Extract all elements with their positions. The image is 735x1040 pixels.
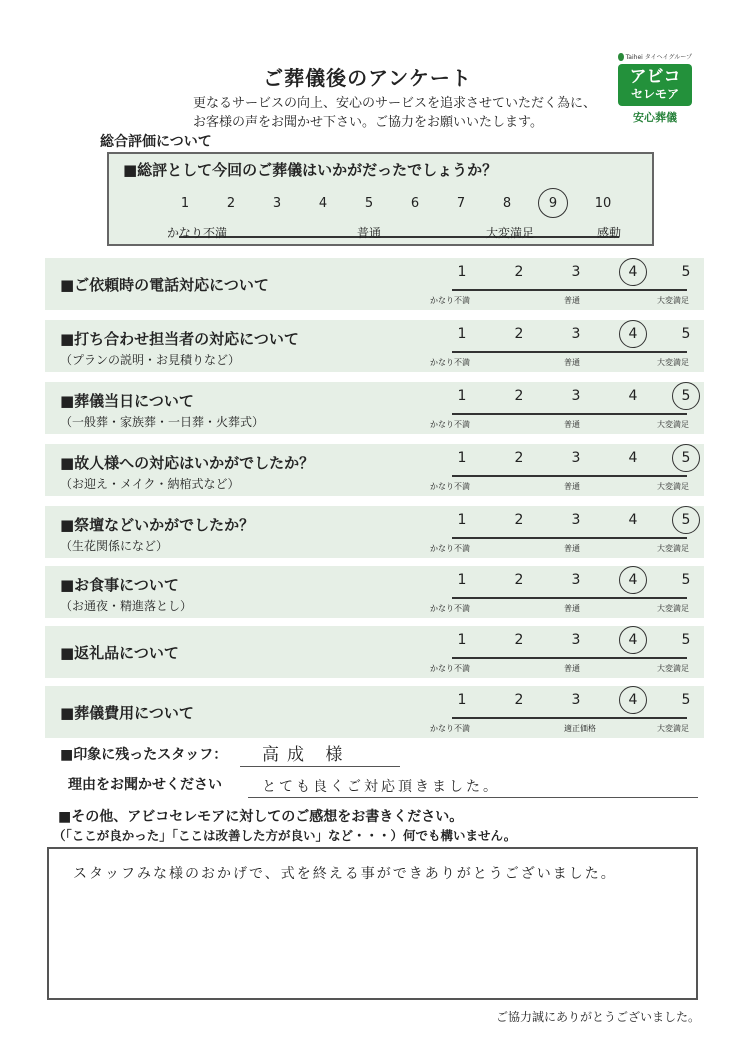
rating-question: ■打ち合わせ担当者の対応について: [60, 330, 299, 348]
rating-label-mid: 普通: [564, 482, 580, 491]
rating-label-mid: 普通: [564, 420, 580, 429]
brand-line-2: セレモア: [630, 87, 679, 101]
rating-scale-number[interactable]: 5: [681, 326, 691, 342]
rating-row: [45, 320, 704, 372]
rating-scale-number[interactable]: 5: [681, 388, 691, 404]
rating-scale-line: [452, 597, 687, 599]
group-logo-icon: [618, 53, 624, 61]
rating-scale-number[interactable]: 1: [457, 388, 467, 404]
rating-question: ■祭壇などいかがでしたか？: [60, 516, 255, 534]
rating-scale-number[interactable]: 3: [571, 326, 581, 342]
rating-label-low: かなり不満: [430, 544, 470, 553]
rating-subtext: （プランの説明・お見積りなど）: [60, 353, 241, 367]
intro-line-2: お客様の声をお聞かせ下さい。ご協力をお願いいたします。: [193, 115, 543, 130]
page-title: ご葬儀後のアンケート: [263, 66, 472, 90]
rating-scale-number[interactable]: 4: [628, 450, 638, 466]
rating-scale-number[interactable]: 2: [514, 450, 524, 466]
overall-scale-number[interactable]: 1: [180, 196, 190, 211]
rating-question: ■葬儀当日について: [60, 392, 194, 410]
selected-rating-circle: [619, 566, 647, 594]
rating-label-low: かなり不満: [430, 664, 470, 673]
brand-badge: [618, 64, 692, 106]
rating-label-low: かなり不満: [430, 604, 470, 613]
overall-scale-number[interactable]: 5: [364, 196, 374, 211]
rating-scale-number[interactable]: 2: [514, 326, 524, 342]
rating-scale-number[interactable]: 1: [457, 572, 467, 588]
rating-label-low: かなり不満: [430, 296, 470, 305]
group-label: [618, 52, 692, 61]
rating-scale-line: [452, 413, 687, 415]
rating-scale-number[interactable]: 1: [457, 512, 467, 528]
overall-label-high: 大変満足: [486, 226, 535, 240]
rating-row: [45, 686, 704, 738]
rating-scale-number[interactable]: 5: [681, 692, 691, 708]
rating-scale-number[interactable]: 2: [514, 264, 524, 280]
rating-scale-number[interactable]: 4: [628, 632, 638, 648]
rating-scale-line: [452, 537, 687, 539]
rating-row: [45, 626, 704, 678]
rating-scale-number[interactable]: 4: [628, 388, 638, 404]
rating-scale-number[interactable]: 4: [628, 326, 638, 342]
staff-underline: [240, 766, 400, 767]
rating-label-mid: 適正価格: [564, 724, 596, 733]
brand-subtitle: 安心葬儀: [633, 111, 677, 124]
rating-subtext: （生花関係になど）: [60, 539, 169, 553]
rating-scale-number[interactable]: 3: [571, 572, 581, 588]
rating-scale-number[interactable]: 2: [514, 572, 524, 588]
overall-scale-line: [179, 236, 619, 238]
selected-rating-circle: [619, 258, 647, 286]
intro-line-1: 更なるサービスの向上、安心のサービスを追求させていただく為に、: [193, 96, 597, 111]
selected-rating-circle: [619, 686, 647, 714]
rating-scale-number[interactable]: 4: [628, 512, 638, 528]
selected-rating-circle: [672, 444, 700, 472]
overall-scale-number[interactable]: 6: [410, 196, 420, 211]
selected-rating-circle: [672, 506, 700, 534]
rating-row: [45, 444, 704, 496]
rating-label-mid: 普通: [564, 358, 580, 367]
rating-label-high: 大変満足: [657, 420, 689, 429]
rating-label-high: 大変満足: [657, 664, 689, 673]
rating-scale-number[interactable]: 3: [571, 512, 581, 528]
reason-underline: [248, 797, 698, 798]
rating-row: [45, 382, 704, 434]
rating-label-low: かなり不満: [430, 724, 470, 733]
rating-label-mid: 普通: [564, 604, 580, 613]
rating-scale-number[interactable]: 3: [571, 264, 581, 280]
rating-row: [45, 506, 704, 558]
rating-question: ■故人様への対応はいかがでしたか？: [60, 454, 315, 472]
comment-box[interactable]: [47, 847, 698, 1000]
overall-scale-number[interactable]: 9: [548, 196, 558, 211]
rating-question: ■返礼品について: [60, 644, 179, 662]
rating-scale-number[interactable]: 4: [628, 692, 638, 708]
rating-scale-number[interactable]: 2: [514, 632, 524, 648]
footer-thanks: ご協力誠にありがとうございました。: [495, 1010, 700, 1024]
rating-scale-number[interactable]: 2: [514, 388, 524, 404]
rating-label-mid: 普通: [564, 664, 580, 673]
overall-scale-number[interactable]: 7: [456, 196, 466, 211]
rating-scale-line: [452, 289, 687, 291]
rating-scale-number[interactable]: 2: [514, 512, 524, 528]
rating-subtext: （一般葬・家族葬・一日葬・火葬式）: [60, 415, 265, 429]
overall-question: ■総評として今回のご葬儀はいかがだったでしょうか？: [123, 161, 498, 179]
brand-line-1: アビコ: [629, 67, 681, 87]
rating-label-low: かなり不満: [430, 482, 470, 491]
rating-label-mid: 普通: [564, 296, 580, 305]
rating-scale-number[interactable]: 1: [457, 692, 467, 708]
rating-label-mid: 普通: [564, 544, 580, 553]
rating-scale-number[interactable]: 5: [681, 450, 691, 466]
rating-scale-number[interactable]: 3: [571, 450, 581, 466]
rating-scale-number[interactable]: 5: [681, 572, 691, 588]
overall-scale-number[interactable]: 8: [502, 196, 512, 211]
rating-label-high: 大変満足: [657, 604, 689, 613]
group-name: Taihei タイヘイグループ: [625, 54, 692, 61]
rating-scale-number[interactable]: 5: [681, 632, 691, 648]
rating-scale-line: [452, 657, 687, 659]
rating-question: ■ご依頼時の電話対応について: [60, 276, 269, 294]
rating-scale-line: [452, 475, 687, 477]
company-logo: [618, 52, 692, 138]
rating-scale-number[interactable]: 1: [457, 632, 467, 648]
rating-label-high: 大変満足: [657, 358, 689, 367]
other-note: （「ここが良かった」「ここは改善した方が良い」など・・・）何でも構いません。: [53, 828, 517, 843]
overall-label-mid: 普通: [357, 226, 382, 240]
rating-subtext: （お迎え・メイク・納棺式など）: [60, 477, 240, 491]
rating-scale-line: [452, 717, 687, 719]
overall-rating-box: [107, 152, 654, 246]
rating-subtext: （お通夜・精進落とし）: [60, 599, 193, 613]
rating-scale-line: [452, 351, 687, 353]
rating-label-high: 大変満足: [657, 724, 689, 733]
rating-question: ■お食事について: [60, 576, 179, 594]
overall-scale-number[interactable]: 3: [272, 196, 282, 211]
rating-scale-number[interactable]: 2: [514, 692, 524, 708]
staff-name-field[interactable]: 高成 様: [262, 745, 351, 765]
selected-rating-circle: [619, 320, 647, 348]
rating-row: [45, 566, 704, 618]
staff-label: ■印象に残ったスタッフ：: [60, 747, 228, 763]
rating-label-high: 大変満足: [657, 296, 689, 305]
rating-scale-number[interactable]: 1: [457, 264, 467, 280]
overall-scale-number[interactable]: 10: [594, 196, 612, 211]
selected-rating-circle: [619, 626, 647, 654]
reason-field[interactable]: とても良くご対応頂きました。: [262, 779, 500, 795]
rating-scale-number[interactable]: 1: [457, 450, 467, 466]
rating-scale-number[interactable]: 3: [571, 632, 581, 648]
comment-text: スタッフみな様のおかげで、式を終える事ができありがとうございました。: [73, 866, 617, 882]
rating-scale-number[interactable]: 4: [628, 572, 638, 588]
overall-scale-number[interactable]: 4: [318, 196, 328, 211]
selected-rating-circle: [538, 188, 568, 218]
reason-label: 理由をお聞かせください: [68, 777, 222, 793]
rating-label-low: かなり不満: [430, 358, 470, 367]
rating-label-low: かなり不満: [430, 420, 470, 429]
rating-scale-number[interactable]: 1: [457, 326, 467, 342]
rating-scale-number[interactable]: 3: [571, 388, 581, 404]
rating-question: ■葬儀費用について: [60, 704, 194, 722]
rating-scale-number[interactable]: 5: [681, 512, 691, 528]
rating-row: [45, 258, 704, 310]
overall-scale-number[interactable]: 2: [226, 196, 236, 211]
selected-rating-circle: [672, 382, 700, 410]
other-question: ■その他、アビコセレモアに対してのご感想をお書きください。: [58, 809, 464, 825]
rating-label-high: 大変満足: [657, 544, 689, 553]
rating-scale-number[interactable]: 3: [571, 692, 581, 708]
rating-label-high: 大変満足: [657, 482, 689, 491]
overall-section-heading: 総合評価について: [100, 134, 212, 150]
rating-scale-number[interactable]: 4: [628, 264, 638, 280]
rating-scale-number[interactable]: 5: [681, 264, 691, 280]
overall-label-low: かなり不満: [167, 226, 228, 240]
overall-label-top: 感動: [597, 226, 622, 240]
